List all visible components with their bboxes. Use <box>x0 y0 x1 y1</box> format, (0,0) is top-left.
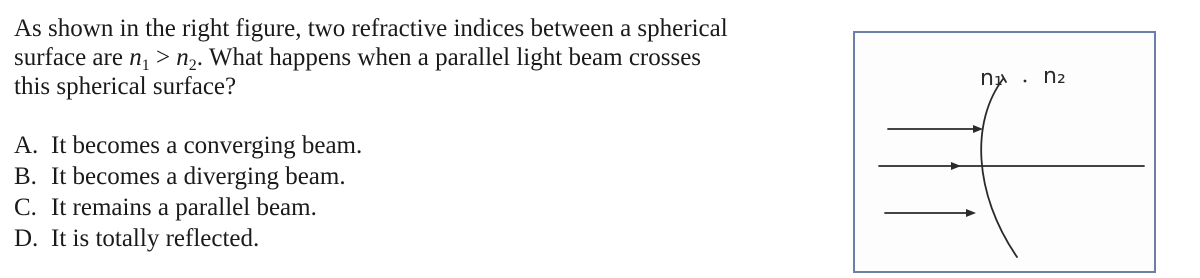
n2-symbol <box>176 44 197 74</box>
relation-symbol: > <box>149 44 177 71</box>
answer-options <box>14 130 814 254</box>
n2-label: n₂ <box>1043 64 1066 89</box>
option-d-text: It is totally reflected. <box>51 225 260 252</box>
option-d[interactable] <box>14 223 814 254</box>
option-d-key: D. <box>14 225 39 252</box>
option-b-key: B. <box>14 163 37 190</box>
spherical-surface <box>981 79 1017 257</box>
option-a[interactable] <box>14 130 814 161</box>
option-b[interactable] <box>14 161 814 192</box>
option-c-text: It remains a parallel beam. <box>51 194 317 221</box>
n1-subscript: 1 <box>141 57 150 74</box>
refraction-diagram <box>855 33 1154 271</box>
n1-label: n₁ <box>980 66 1003 91</box>
label-dot <box>1024 80 1027 83</box>
question-line-2-suffix: . What happens when a parallel light beam crosses <box>196 44 702 71</box>
option-b-text: It becomes a diverging beam. <box>51 163 346 190</box>
question-line-3: this spherical surface? <box>14 73 237 100</box>
arrow-head-bottom <box>966 209 976 217</box>
option-c-key: C. <box>14 194 37 221</box>
refraction-figure <box>853 31 1156 273</box>
option-a-key: A. <box>14 132 39 159</box>
option-c[interactable] <box>14 192 814 223</box>
question-line-2 <box>14 43 814 72</box>
n2-subscript: 2 <box>188 57 197 74</box>
option-a-text: It becomes a converging beam. <box>51 132 363 159</box>
question-line-2-prefix: surface are <box>14 44 130 71</box>
n2-base: n <box>176 44 189 71</box>
question-line-1: As shown in the right figure, two refractive indices between a spherical <box>14 15 728 42</box>
arrow-head-middle <box>951 162 961 170</box>
n1-symbol <box>129 44 150 74</box>
question-text <box>14 14 814 101</box>
n1-base: n <box>129 44 142 71</box>
